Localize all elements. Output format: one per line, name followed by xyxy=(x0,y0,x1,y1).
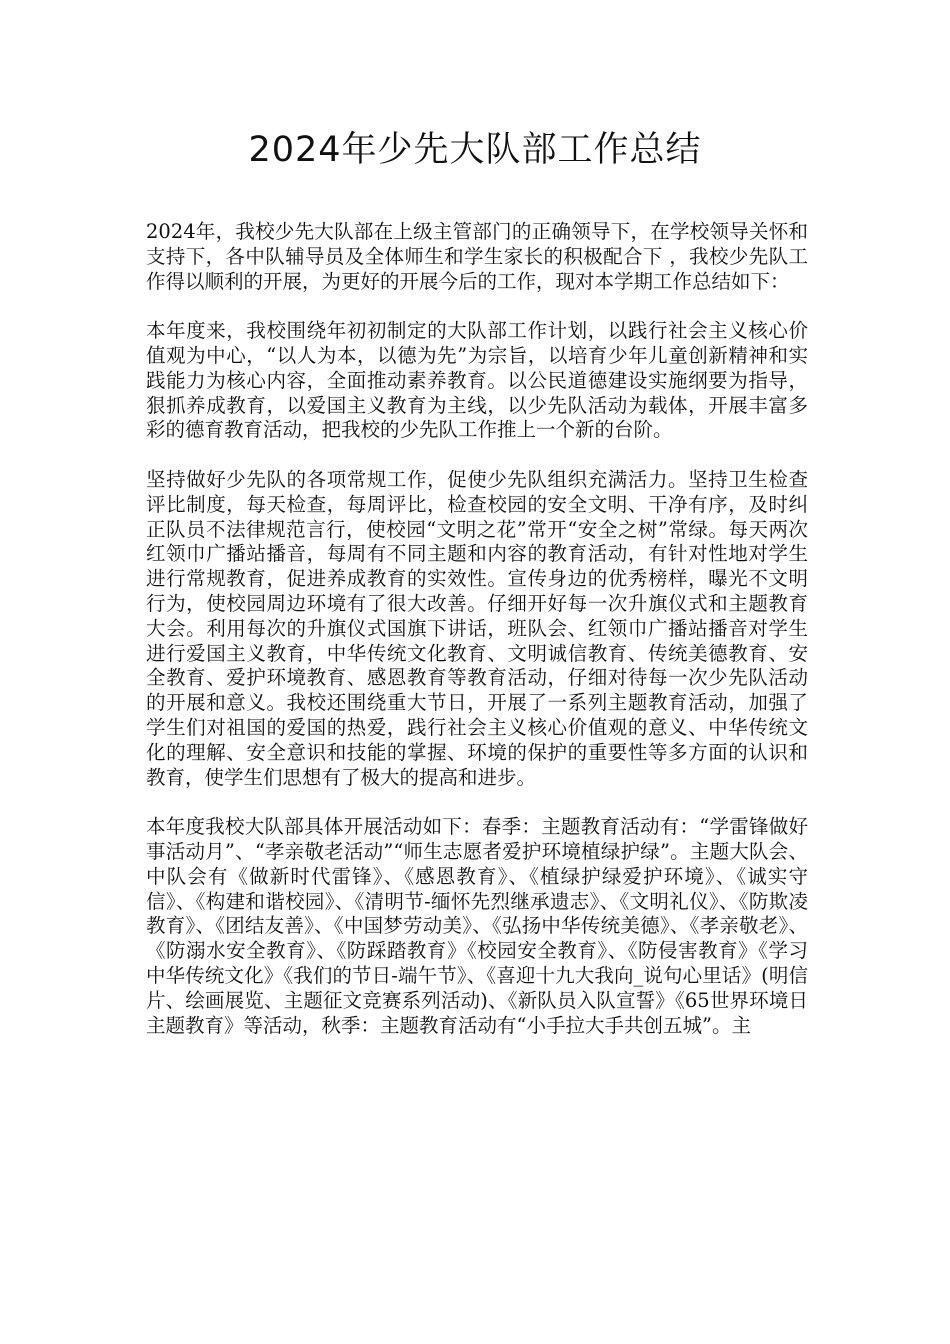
document-body xyxy=(146,220,808,1063)
paragraph-routine-work: 坚持做好少先队的各项常规工作，促使少先队组织充满活力。坚持卫生检查评比制度，每天检查，每周评比，检查校园的安全文明、干净有序，及时纠正队员不法律规范言行，使校园“文明之花”常开“安全之树”常绿。每天两次红领巾广播站播音，每周有不同主题和内容的教育活动，有针对性地对学生进行常规教育，促进养成教育的实效性。宣传身边的优秀榜样，曝光不文明行为，使校园周边环境有了很大改善。仔细开好每一次升旗仪式和主题教育大会。利用每次的升旗仪式国旗下讲话，班队会、红领巾广播站播音对学生进行爱国主义教育，中华传统文化教育、文明诚信教育、传统美德教育、安全教育、爱护环境教育、感恩教育等教育活动，仔细对待每一次少先队活动的开展和意义。我校还围绕重大节日，开展了一系列主题教育活动，加强了学生们对祖国的爱国的热爱，践行社会主义核心价值观的意义、中华传统文化的理解、安全意识和技能的掌握、环境的保护的重要性等多方面的认识和教育，使学生们思想有了极大的提高和进步。 xyxy=(146,467,808,789)
paragraph-activities: 本年度我校大队部具体开展活动如下：春季：主题教育活动有：“学雷锋做好事活动月”、“孝亲敬老活动”“师生志愿者爱护环境植绿护绿”。主题大队会、中队会有《做新时代雷锋》、《感恩教育》、《植绿护绿爱护环境》、《诚实守信》、《构建和谐校园》、《清明节-缅怀先烈继承遗志》、《文明礼仪》、《防欺凌教育》、《团结友善》、《中国梦劳动美》、《弘扬中华传统美德》、《孝亲敬老》、《防溺水安全教育》、《防踩踏教育》《校园安全教育》、《防侵害教育》《学习中华传统文化》《我们的节日-端午节》、《喜迎十九大我向_说句心里话》(明信片、绘画展览、主题征文竞赛系列活动)、《新队员入队宣誓》《65世界环境日主题教育》等活动，秋季：主题教育活动有“小手拉大手共创五城”。主 xyxy=(146,815,808,1037)
paragraph-intro: 2024年，我校少先大队部在上级主管部门的正确领导下，在学校领导关怀和支持下，各中队辅导员及全体师生和学生家长的积极配合下 ，我校少先队工作得以顺利的开展，为更好的开展今后的工作，现对本学期工作总结如下： xyxy=(146,220,808,293)
paragraph-overview: 本年度来，我校围绕年初初制定的大队部工作计划，以践行社会主义核心价值观为中心，“以人为本，以德为先”为宗旨，以培育少年儿童创新精神和实践能力为核心内容，全面推动素养教育。以公民道德建设实施纲要为指导，狠抓养成教育，以爱国主义教育为主线，以少先队活动为载体，开展丰富多彩的德育教育活动，把我校的少先队工作推上一个新的台阶。 xyxy=(146,319,808,442)
document-title: 2024年少先大队部工作总结 xyxy=(248,130,702,170)
